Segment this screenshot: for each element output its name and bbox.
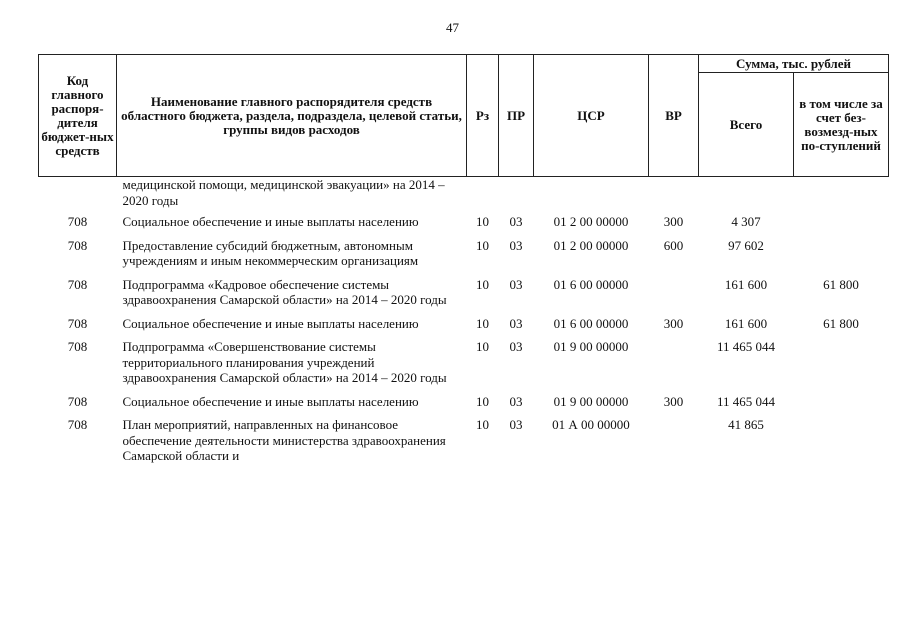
row-pr: 03 [509, 339, 523, 354]
row-rz: 10 [476, 339, 489, 354]
row-rz: 10 [476, 315, 489, 331]
table-row [39, 210, 889, 234]
row-rz: 10 [476, 417, 489, 432]
row-total: 161 600 [724, 315, 768, 331]
row-vr: 300 [663, 214, 684, 229]
budget-table-sheet [38, 54, 888, 468]
row-gratuitous: 61 800 [823, 276, 859, 292]
row-name: Социальное обеспечение и иные выплаты населению [122, 393, 419, 409]
row-total: 11 465 044 [716, 339, 776, 354]
row-csr: 01 9 00 00000 [553, 339, 629, 354]
row-total: 11 465 044 [716, 393, 776, 409]
row-csr: 01 2 00 00000 [553, 214, 629, 229]
row-vr: 300 [663, 393, 684, 409]
row-rz: 10 [476, 214, 489, 229]
row-name: Подпрограмма «Совершенствование системы территориального планирования учреждений здравоохранения Самарской области» на 2014 – 2020 годы [122, 339, 447, 385]
header-sum: Сумма, тыс. рублей [699, 55, 889, 73]
row-total: 41 865 [728, 417, 764, 432]
header-rz: Рз [467, 55, 499, 177]
row-pr: 03 [509, 214, 523, 229]
row-total: 97 602 [728, 237, 764, 253]
row-gratuitous [794, 335, 889, 390]
table-row [39, 312, 889, 336]
row-csr: 01 6 00 00000 [553, 276, 629, 292]
row-name: Социальное обеспечение и иные выплаты населению [122, 214, 419, 229]
row-pr: 03 [509, 393, 523, 409]
row-pr: 03 [509, 237, 523, 253]
header-pr: ПР [499, 55, 534, 177]
row-gratuitous [794, 234, 889, 273]
header-code: Код главного распоря-дителя бюджет-ных средств [39, 55, 117, 177]
row-name: Социальное обеспечение и иные выплаты населению [122, 315, 419, 331]
continued-row-text: медицинской помощи, медицинской эвакуации» на 2014 – 2020 годы [122, 177, 445, 208]
header-gratuitous: в том числе за счет без-возмезд-ных по-ступлений [794, 73, 889, 177]
row-name: План мероприятий, направленных на финансовое обеспечение деятельности министерства здравоохранения Самарской области и [122, 417, 446, 463]
row-code: 708 [67, 214, 88, 229]
table-row [39, 335, 889, 390]
table-row [39, 273, 889, 312]
row-rz: 10 [476, 276, 489, 292]
row-pr: 03 [509, 315, 523, 331]
header-csr: ЦСР [534, 55, 649, 177]
row-vr [649, 273, 699, 312]
row-gratuitous [794, 390, 889, 414]
row-pr: 03 [509, 276, 523, 292]
row-name: Предоставление субсидий бюджетным, автономным учреждениям и иным некоммерческим организациям [122, 237, 419, 268]
row-gratuitous: 61 800 [823, 315, 859, 331]
header-name: Наименование главного распорядителя средств областного бюджета, раздела, подраздела, целевой статьи, группы видов расходов [117, 55, 467, 177]
row-rz: 10 [476, 237, 489, 253]
row-total: 161 600 [724, 276, 768, 292]
row-gratuitous [794, 413, 889, 468]
header-vr: ВР [649, 55, 699, 177]
row-rz: 10 [476, 393, 489, 409]
row-csr: 01 А 00 00000 [552, 417, 630, 432]
row-vr [649, 335, 699, 390]
table-row [39, 390, 889, 414]
row-code: 708 [67, 237, 88, 253]
budget-table [38, 54, 889, 468]
row-code: 708 [67, 339, 88, 354]
row-code: 708 [67, 393, 88, 409]
row-pr: 03 [509, 417, 523, 432]
table-row [39, 413, 889, 468]
page-number: 47 [446, 20, 459, 35]
row-gratuitous [794, 210, 889, 234]
row-total: 4 307 [731, 214, 761, 229]
row-vr: 300 [663, 315, 684, 331]
row-code: 708 [67, 276, 88, 292]
row-csr: 01 6 00 00000 [553, 315, 629, 331]
row-csr: 01 9 00 00000 [553, 393, 629, 409]
table-row [39, 234, 889, 273]
row-csr: 01 2 00 00000 [553, 237, 629, 253]
header-total: Всего [699, 73, 794, 177]
row-code: 708 [67, 417, 88, 432]
row-name: Подпрограмма «Кадровое обеспечение системы здравоохранения Самарской области» на 2014 – 2020 годы [122, 276, 447, 307]
row-vr [649, 413, 699, 468]
row-vr: 600 [663, 237, 684, 253]
row-code: 708 [67, 315, 88, 331]
